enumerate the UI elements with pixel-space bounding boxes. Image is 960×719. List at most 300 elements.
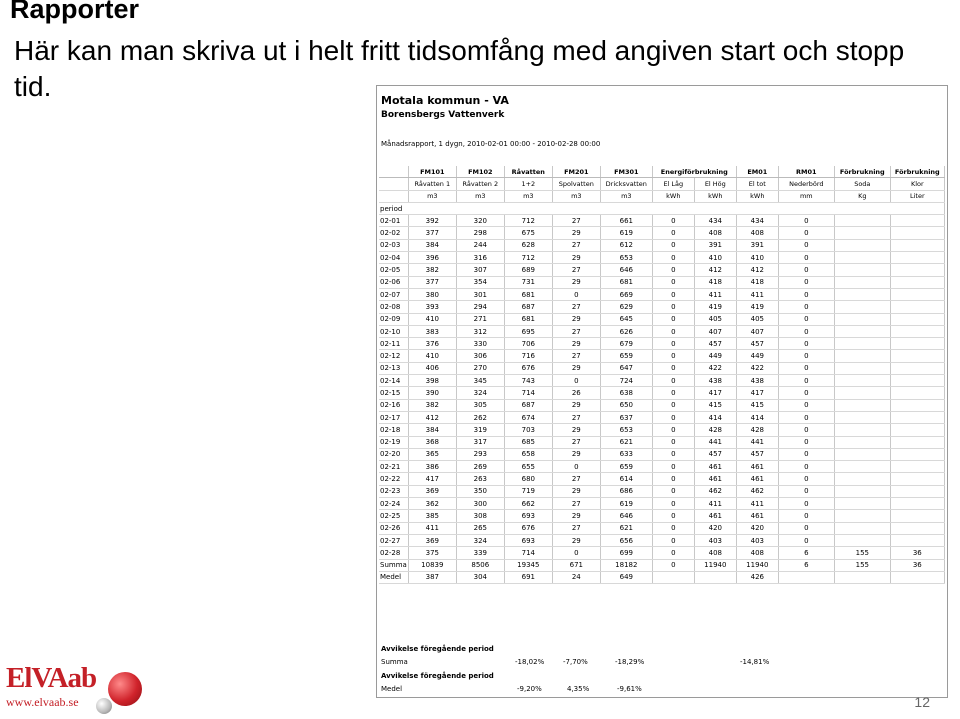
table-row-cell: 417: [736, 387, 778, 399]
table-row-cell: 687: [504, 399, 552, 411]
table-sum-row-cell: 19345: [504, 559, 552, 571]
table-row-cell: 414: [694, 411, 736, 423]
report-table: [379, 166, 945, 584]
table-row-cell: 392: [408, 215, 456, 227]
table-row-cell: 461: [736, 461, 778, 473]
table-sum-row-cell: 0: [652, 559, 694, 571]
table-row-cell: 675: [504, 227, 552, 239]
table-mean-row-cell: 24: [552, 571, 600, 583]
table-row-cell: 653: [600, 252, 652, 264]
column-header: FM101: [408, 166, 456, 178]
table-row-cell: 712: [504, 215, 552, 227]
table-row-cell: [834, 461, 890, 473]
table-row-cell: 377: [408, 276, 456, 288]
deviation-mean-value: 4,35%: [567, 685, 590, 693]
table-row-cell: 354: [456, 276, 504, 288]
period-label: period: [379, 202, 944, 214]
table-units-row-cell: m3: [408, 190, 456, 202]
report-org: Motala kommun - VA: [381, 94, 509, 107]
table-row-cell: 419: [694, 301, 736, 313]
table-row-cell: 294: [456, 301, 504, 313]
table-row-cell: 449: [736, 350, 778, 362]
report-period-line: Månadsrapport, 1 dygn, 2010-02-01 00:00 - 2010-02-28 00:00: [381, 140, 601, 148]
table-row-cell: 27: [552, 473, 600, 485]
table-row-cell: 155: [834, 547, 890, 559]
table-row-cell: 714: [504, 387, 552, 399]
deviation-title-sum: Avvikelse föregående period: [381, 645, 494, 653]
table-row-cell: 0: [778, 264, 834, 276]
table-row-cell: 0: [652, 325, 694, 337]
table-row: [379, 252, 944, 264]
table-row-cell: 27: [552, 350, 600, 362]
table-row-cell: 0: [652, 411, 694, 423]
table-row-cell: 0: [778, 350, 834, 362]
table-row-cell: 680: [504, 473, 552, 485]
table-row-cell: 457: [736, 448, 778, 460]
table-row: [379, 448, 944, 460]
table-row-cell: [890, 264, 944, 276]
table-row-cell: 410: [736, 252, 778, 264]
table-row-cell: 699: [600, 547, 652, 559]
table-subheader-row-cell: El Låg: [652, 178, 694, 190]
table-sum-row-cell: 11940: [694, 559, 736, 571]
table-row-cell: 411: [736, 498, 778, 510]
table-row-cell: 316: [456, 252, 504, 264]
table-sum-row-cell: 671: [552, 559, 600, 571]
table-row-cell: [890, 362, 944, 374]
deviation-mean-value: -9,61%: [617, 685, 642, 693]
table-row-cell: 0: [778, 252, 834, 264]
table-row-cell: [890, 436, 944, 448]
table-row: [379, 288, 944, 300]
table-row-cell: 0: [778, 387, 834, 399]
table-row-cell: 362: [408, 498, 456, 510]
table-row-cell: 02-18: [379, 424, 408, 436]
table-row-cell: 262: [456, 411, 504, 423]
column-header: Förbrukning: [834, 166, 890, 178]
table-mean-row-cell: [890, 571, 944, 583]
table-row-cell: 415: [694, 399, 736, 411]
table-row-cell: 02-15: [379, 387, 408, 399]
table-header-row: [379, 166, 944, 178]
table-row-cell: 27: [552, 325, 600, 337]
table-row-cell: 263: [456, 473, 504, 485]
table-row-cell: [834, 485, 890, 497]
table-row-cell: 693: [504, 534, 552, 546]
logo-wordmark: ElVAab: [6, 662, 97, 694]
table-row-cell: 27: [552, 239, 600, 251]
table-subheader-row: [379, 178, 944, 190]
table-row-cell: 408: [694, 547, 736, 559]
table-row-cell: [890, 448, 944, 460]
table-row-cell: 411: [694, 498, 736, 510]
table-row: [379, 424, 944, 436]
table-row-cell: 408: [694, 227, 736, 239]
table-row-cell: 29: [552, 534, 600, 546]
table-row-cell: [834, 375, 890, 387]
table-row-cell: 449: [694, 350, 736, 362]
table-row-cell: 0: [652, 288, 694, 300]
table-row-cell: [834, 362, 890, 374]
table-row-cell: [890, 461, 944, 473]
table-mean-row: [379, 571, 944, 583]
table-row-cell: 301: [456, 288, 504, 300]
table-row-cell: 27: [552, 215, 600, 227]
table-row-cell: [834, 473, 890, 485]
report-scan: [376, 85, 948, 698]
table-sum-row-cell: 8506: [456, 559, 504, 571]
table-row-cell: 0: [652, 252, 694, 264]
table-row-cell: 330: [456, 338, 504, 350]
table-row-cell: 02-08: [379, 301, 408, 313]
table-subheader-row-cell: Klor: [890, 178, 944, 190]
table-row-cell: 0: [652, 350, 694, 362]
table-row-cell: 02-20: [379, 448, 408, 460]
column-header: [379, 166, 408, 178]
table-units-row-cell: m3: [456, 190, 504, 202]
table-row-cell: 0: [778, 375, 834, 387]
table-row-cell: [834, 387, 890, 399]
table-mean-row-cell: 304: [456, 571, 504, 583]
table-row-cell: 405: [736, 313, 778, 325]
table-row-cell: [890, 215, 944, 227]
table-row-cell: 0: [652, 362, 694, 374]
table-row-cell: 244: [456, 239, 504, 251]
table-row-cell: 412: [694, 264, 736, 276]
table-row-cell: 681: [600, 276, 652, 288]
table-row-cell: 719: [504, 485, 552, 497]
table-row: [379, 498, 944, 510]
table-row-cell: [890, 522, 944, 534]
table-mean-row-cell: 426: [736, 571, 778, 583]
table-row-cell: 02-13: [379, 362, 408, 374]
table-row-cell: 0: [778, 301, 834, 313]
table-row-cell: 02-17: [379, 411, 408, 423]
table-row-cell: 0: [652, 547, 694, 559]
table-row-cell: [834, 424, 890, 436]
table-row-cell: 0: [652, 436, 694, 448]
table-row-cell: [890, 252, 944, 264]
table-mean-row-cell: [834, 571, 890, 583]
table-row-cell: 29: [552, 485, 600, 497]
table-row-cell: 628: [504, 239, 552, 251]
table-row-cell: 412: [408, 411, 456, 423]
table-row-cell: 391: [736, 239, 778, 251]
table-row-cell: 0: [778, 325, 834, 337]
deviation-sum-label: Summa: [381, 658, 408, 666]
table-row-cell: 703: [504, 424, 552, 436]
table-row-cell: [890, 313, 944, 325]
table-row-cell: [890, 338, 944, 350]
table-row: [379, 276, 944, 288]
column-header: FM201: [552, 166, 600, 178]
table-row-cell: 0: [778, 461, 834, 473]
table-row-cell: [890, 350, 944, 362]
table-row-cell: 457: [694, 338, 736, 350]
table-row-cell: 271: [456, 313, 504, 325]
table-row-cell: 0: [552, 375, 600, 387]
table-sum-row-cell: Summa: [379, 559, 408, 571]
table-row-cell: [890, 534, 944, 546]
table-row-cell: 02-22: [379, 473, 408, 485]
column-header: FM102: [456, 166, 504, 178]
table-row-cell: 27: [552, 411, 600, 423]
table-row-cell: 0: [652, 387, 694, 399]
table-row-cell: [834, 288, 890, 300]
deviation-mean-label: Medel: [381, 685, 403, 693]
table-row-cell: 0: [652, 424, 694, 436]
table-row: [379, 264, 944, 276]
table-row-cell: 27: [552, 301, 600, 313]
table-mean-row-cell: 691: [504, 571, 552, 583]
table-period-row: [379, 202, 944, 214]
table-row-cell: 638: [600, 387, 652, 399]
table-row-cell: 676: [504, 362, 552, 374]
table-row-cell: 441: [694, 436, 736, 448]
table-row-cell: 6: [778, 547, 834, 559]
table-row-cell: 02-19: [379, 436, 408, 448]
table-subheader-row-cell: El Hög: [694, 178, 736, 190]
table-row-cell: 02-21: [379, 461, 408, 473]
table-row: [379, 313, 944, 325]
table-row-cell: 02-07: [379, 288, 408, 300]
table-row-cell: 0: [778, 498, 834, 510]
table-row-cell: [834, 239, 890, 251]
table-row-cell: 686: [600, 485, 652, 497]
table-row-cell: 619: [600, 498, 652, 510]
table-row-cell: 420: [694, 522, 736, 534]
table-row-cell: 417: [694, 387, 736, 399]
table-row-cell: 646: [600, 264, 652, 276]
table-row-cell: 662: [504, 498, 552, 510]
table-row-cell: [834, 313, 890, 325]
column-header: Energiförbrukning: [652, 166, 736, 178]
table-row-cell: 0: [652, 448, 694, 460]
table-row-cell: 626: [600, 325, 652, 337]
table-row-cell: 02-11: [379, 338, 408, 350]
table-subheader-row-cell: Dricksvatten: [600, 178, 652, 190]
table-row-cell: 02-05: [379, 264, 408, 276]
table-row-cell: 621: [600, 436, 652, 448]
table-row-cell: 384: [408, 239, 456, 251]
table-row-cell: 407: [694, 325, 736, 337]
table-row-cell: 438: [736, 375, 778, 387]
table-row-cell: 422: [736, 362, 778, 374]
table-row-cell: 0: [778, 522, 834, 534]
table-row-cell: 29: [552, 399, 600, 411]
deviation-sum-value: -18,02%: [515, 658, 545, 666]
table-row-cell: [890, 485, 944, 497]
table-row-cell: 27: [552, 436, 600, 448]
table-row: [379, 547, 944, 559]
table-units-row-cell: mm: [778, 190, 834, 202]
table-row-cell: 29: [552, 252, 600, 264]
table-row-cell: [890, 227, 944, 239]
table-row-cell: 0: [652, 215, 694, 227]
table-row-cell: 434: [694, 215, 736, 227]
table-row-cell: [834, 534, 890, 546]
table-row-cell: 0: [778, 448, 834, 460]
table-row-cell: 461: [694, 461, 736, 473]
table-row-cell: 462: [736, 485, 778, 497]
table-row-cell: [890, 276, 944, 288]
logo-ball-grey-icon: [96, 698, 112, 714]
table-units-row-cell: [379, 190, 408, 202]
table-row-cell: 02-02: [379, 227, 408, 239]
table-row-cell: 461: [736, 510, 778, 522]
table-row-cell: 350: [456, 485, 504, 497]
table-row-cell: [890, 239, 944, 251]
table-row-cell: [834, 448, 890, 460]
table-row-cell: 428: [736, 424, 778, 436]
table-row-cell: 307: [456, 264, 504, 276]
table-units-row-cell: kWh: [694, 190, 736, 202]
table-row-cell: [834, 264, 890, 276]
table-row-cell: 0: [652, 522, 694, 534]
table-row-cell: 716: [504, 350, 552, 362]
table-row-cell: 731: [504, 276, 552, 288]
table-row-cell: [834, 215, 890, 227]
table-row-cell: 650: [600, 399, 652, 411]
table-row-cell: 269: [456, 461, 504, 473]
table-row-cell: 0: [652, 473, 694, 485]
table-row-cell: 0: [652, 264, 694, 276]
table-row-cell: 324: [456, 534, 504, 546]
table-row-cell: 676: [504, 522, 552, 534]
table-row: [379, 239, 944, 251]
table-row-cell: 0: [552, 547, 600, 559]
table-row-cell: 0: [778, 239, 834, 251]
table-row-cell: 714: [504, 547, 552, 559]
table-row-cell: 645: [600, 313, 652, 325]
table-row-cell: 29: [552, 227, 600, 239]
table-row-cell: 398: [408, 375, 456, 387]
table-row: [379, 522, 944, 534]
table-row-cell: 0: [652, 510, 694, 522]
table-row-cell: 369: [408, 534, 456, 546]
table-row-cell: 383: [408, 325, 456, 337]
table-row-cell: 656: [600, 534, 652, 546]
table-row-cell: 300: [456, 498, 504, 510]
company-logo: [4, 660, 149, 715]
table-row-cell: 312: [456, 325, 504, 337]
table-row-cell: 02-23: [379, 485, 408, 497]
table-row-cell: [890, 375, 944, 387]
slide-body-text: Här kan man skriva ut i helt fritt tidsomfång med angiven start och stopp tid.: [14, 35, 905, 102]
table-row-cell: 633: [600, 448, 652, 460]
table-row-cell: 365: [408, 448, 456, 460]
table-row-cell: 0: [778, 534, 834, 546]
table-row-cell: 02-28: [379, 547, 408, 559]
table-row-cell: 375: [408, 547, 456, 559]
table-row: [379, 473, 944, 485]
table-row-cell: 0: [778, 510, 834, 522]
table-row-cell: 390: [408, 387, 456, 399]
table-row-cell: 368: [408, 436, 456, 448]
table-mean-row-cell: 649: [600, 571, 652, 583]
deviation-sum-value: -14,81%: [740, 658, 770, 666]
table-row: [379, 227, 944, 239]
table-row-cell: 345: [456, 375, 504, 387]
table-subheader-row-cell: Råvatten 2: [456, 178, 504, 190]
table-row-cell: 391: [694, 239, 736, 251]
table-row-cell: 420: [736, 522, 778, 534]
table-row-cell: 377: [408, 227, 456, 239]
table-row-cell: 461: [694, 510, 736, 522]
table-mean-row-cell: [778, 571, 834, 583]
table-row-cell: 689: [504, 264, 552, 276]
table-row-cell: 434: [736, 215, 778, 227]
table-row: [379, 325, 944, 337]
table-row-cell: 0: [652, 485, 694, 497]
table-row-cell: [890, 510, 944, 522]
table-row-cell: [890, 288, 944, 300]
table-row-cell: 619: [600, 227, 652, 239]
table-row-cell: 457: [694, 448, 736, 460]
table-row-cell: 02-12: [379, 350, 408, 362]
table-row-cell: 02-06: [379, 276, 408, 288]
table-row-cell: 0: [652, 313, 694, 325]
table-row: [379, 461, 944, 473]
table-row-cell: 0: [652, 399, 694, 411]
table-row-cell: [890, 498, 944, 510]
table-row-cell: 306: [456, 350, 504, 362]
table-row-cell: 02-03: [379, 239, 408, 251]
table-row-cell: 317: [456, 436, 504, 448]
table-row-cell: 02-10: [379, 325, 408, 337]
table-row-cell: 411: [694, 288, 736, 300]
table-sum-row-cell: 155: [834, 559, 890, 571]
table-row-cell: 411: [408, 522, 456, 534]
table-row-cell: 659: [600, 350, 652, 362]
table-row-cell: 403: [694, 534, 736, 546]
table-units-row-cell: Kg: [834, 190, 890, 202]
table-row-cell: [834, 227, 890, 239]
table-row-cell: 687: [504, 301, 552, 313]
table-row-cell: 441: [736, 436, 778, 448]
table-row-cell: [834, 436, 890, 448]
table-row-cell: 29: [552, 276, 600, 288]
table-mean-row-cell: 387: [408, 571, 456, 583]
table-row: [379, 362, 944, 374]
page-number: 12: [914, 694, 930, 710]
table-row-cell: [890, 473, 944, 485]
table-row-cell: 653: [600, 424, 652, 436]
table-subheader-row-cell: Soda: [834, 178, 890, 190]
table-row-cell: 29: [552, 510, 600, 522]
table-row-cell: 376: [408, 338, 456, 350]
table-units-row-cell: m3: [504, 190, 552, 202]
table-row-cell: 418: [736, 276, 778, 288]
table-row-cell: 415: [736, 399, 778, 411]
table-row-cell: 319: [456, 424, 504, 436]
table-row-cell: 308: [456, 510, 504, 522]
table-row-cell: 629: [600, 301, 652, 313]
table-row-cell: 408: [736, 547, 778, 559]
table-row-cell: 637: [600, 411, 652, 423]
table-row-cell: 646: [600, 510, 652, 522]
column-header: Förbrukning: [890, 166, 944, 178]
table-row-cell: 457: [736, 338, 778, 350]
table-row-cell: 0: [652, 461, 694, 473]
table-row-cell: 679: [600, 338, 652, 350]
report-site: Borensbergs Vattenverk: [381, 110, 505, 120]
deviation-block: [379, 641, 939, 697]
table-row: [379, 301, 944, 313]
table-sum-row-cell: 11940: [736, 559, 778, 571]
table-row-cell: [834, 325, 890, 337]
table-row-cell: 385: [408, 510, 456, 522]
